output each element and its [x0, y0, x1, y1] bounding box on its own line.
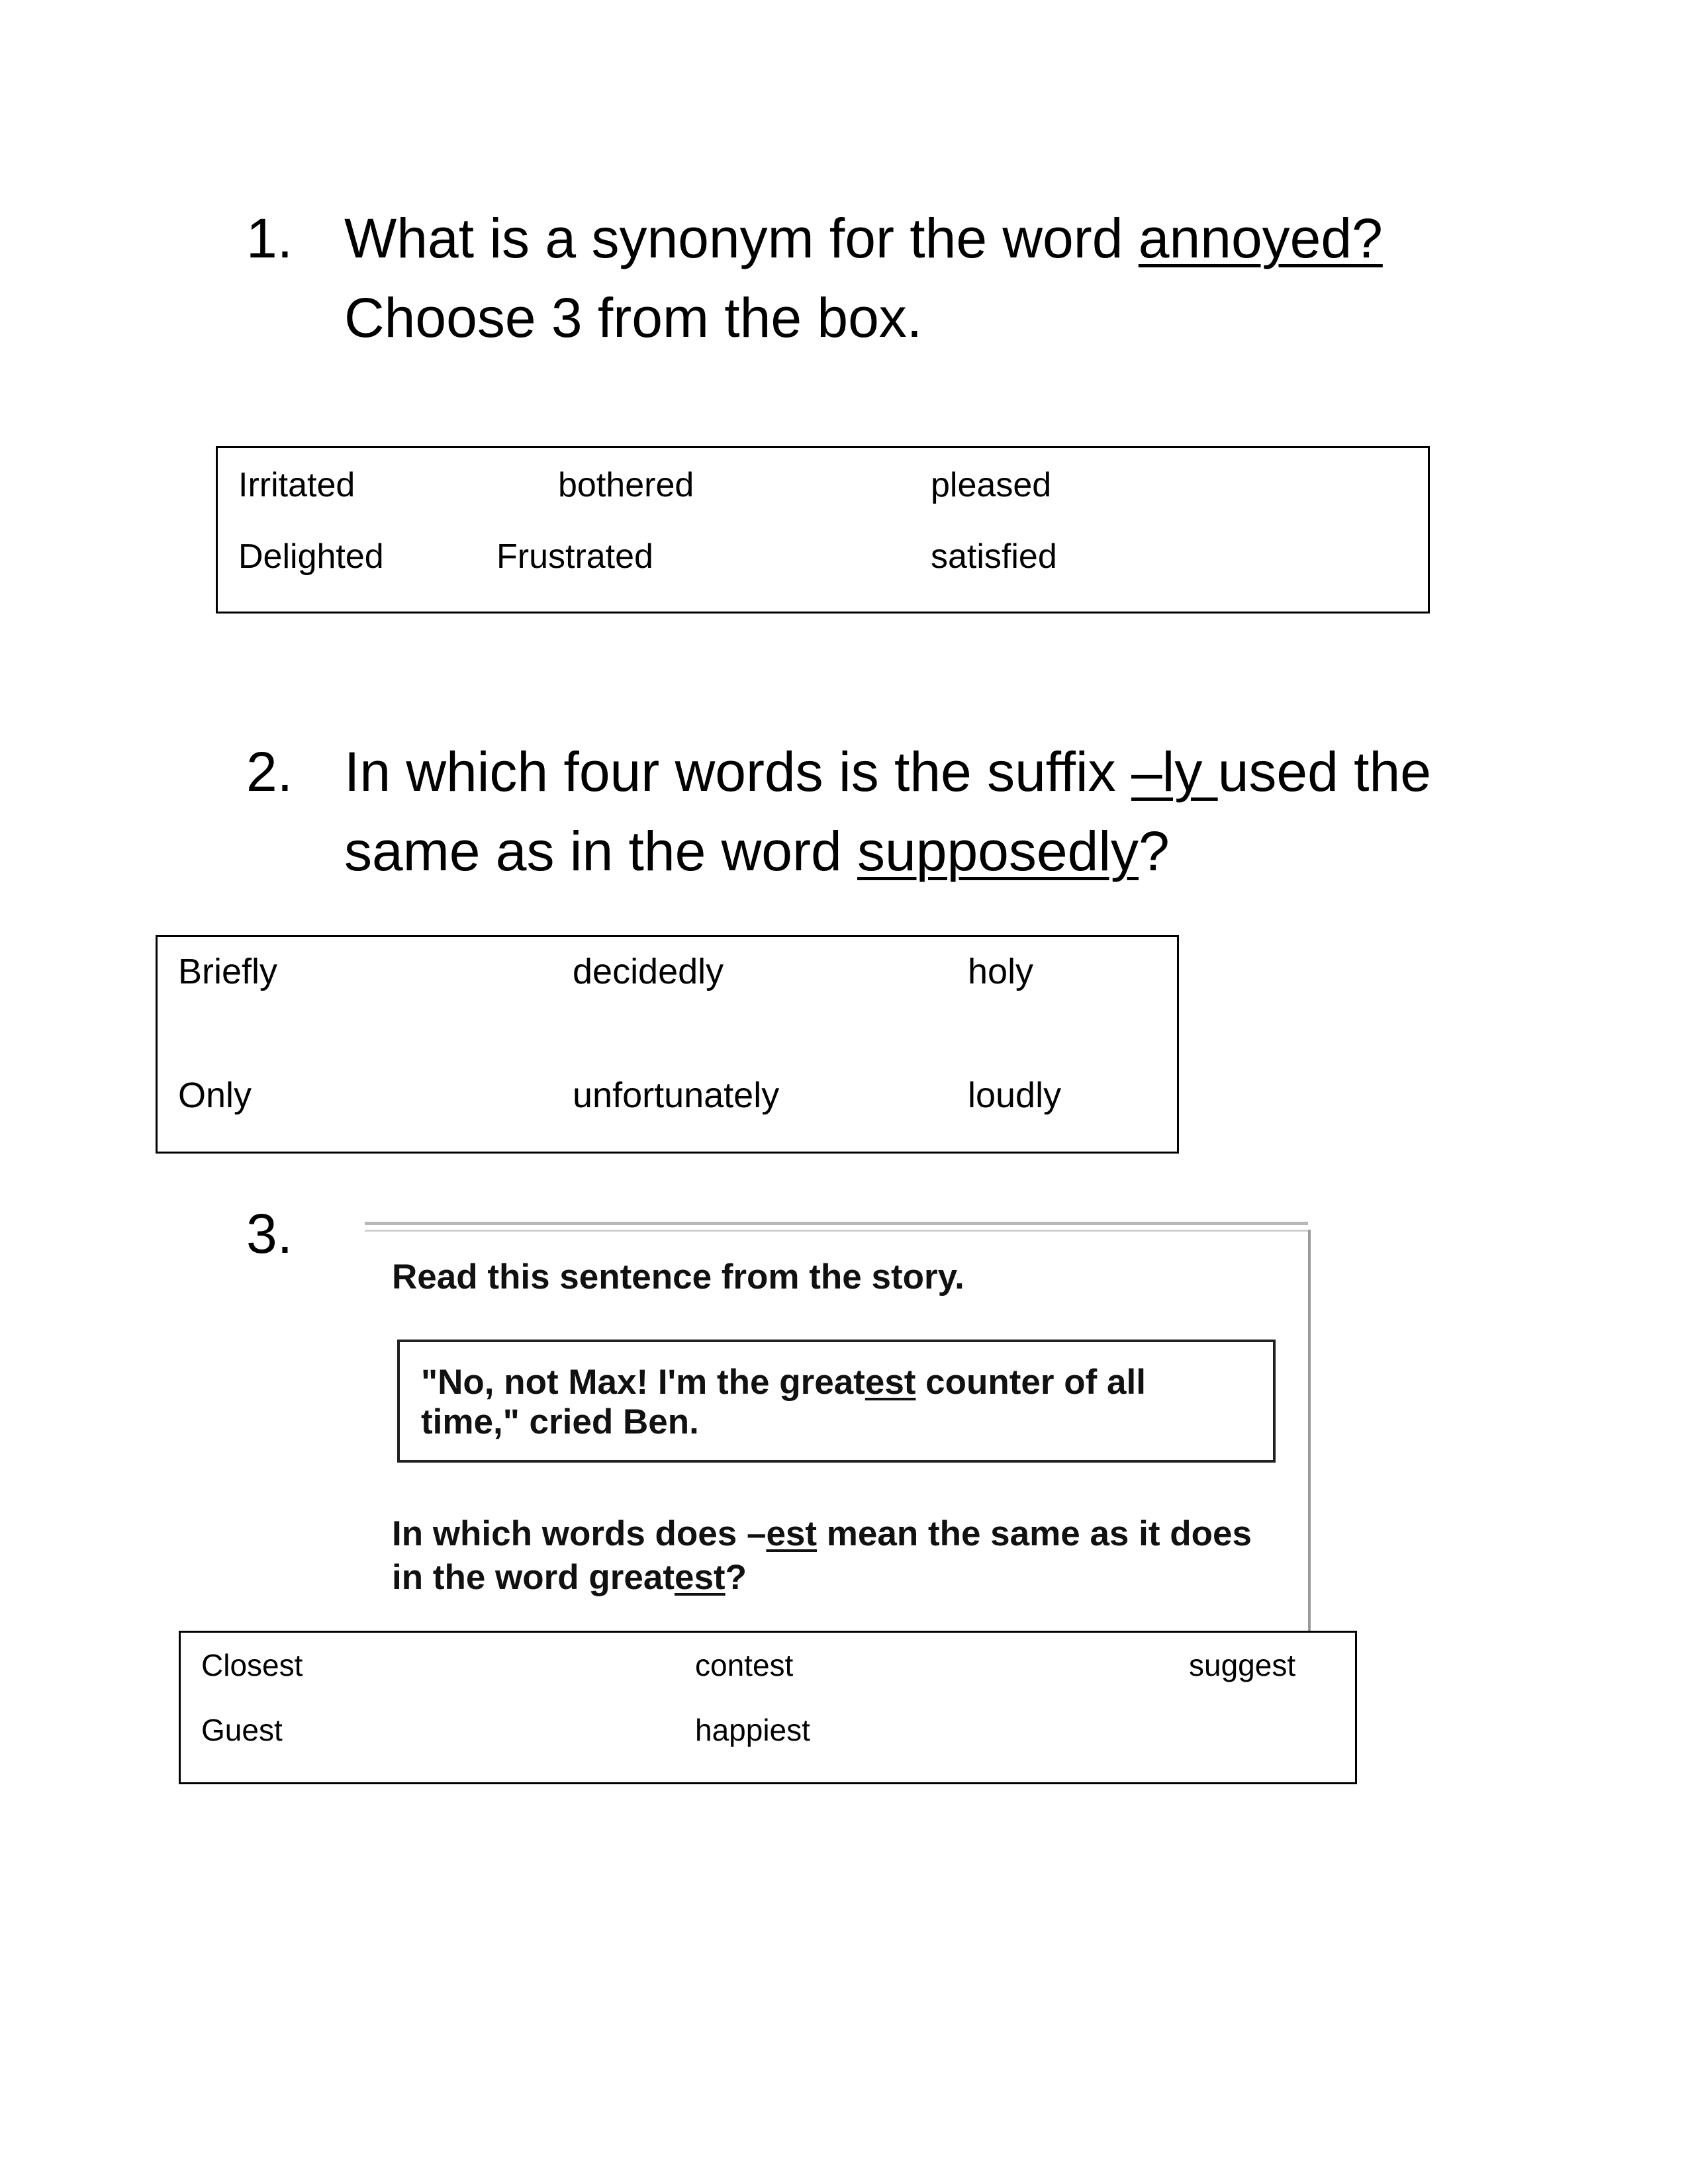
- word-option: satisfied: [931, 537, 1057, 576]
- question-2-line-2: [344, 820, 1170, 882]
- question-2-question-mark: ?: [1139, 820, 1170, 882]
- question-2-number: 2.: [246, 741, 293, 803]
- passage-top-rule-light: [365, 1230, 1308, 1232]
- question-2-text-2: same as in the word: [344, 820, 858, 882]
- passage-question-line-1: [392, 1512, 1252, 1556]
- question-3-number: 3.: [246, 1203, 293, 1265]
- word-option: Irritated: [238, 466, 355, 504]
- passage-top-rule: [365, 1222, 1308, 1225]
- passage-quote-box: [397, 1340, 1276, 1463]
- passage-question-suffix-2: est: [674, 1558, 726, 1597]
- question-2-text: In which four words is the suffix: [344, 741, 1131, 803]
- word-option: unfortunately: [573, 1075, 780, 1115]
- word-option: bothered: [558, 466, 694, 504]
- word-option: Guest: [201, 1713, 283, 1747]
- quote-line-1: [421, 1361, 1146, 1404]
- word-option: suggest: [1189, 1648, 1296, 1682]
- question-2-keyword: supposedly: [857, 820, 1139, 882]
- question-2-line-1: [344, 741, 1431, 803]
- word-option: contest: [695, 1648, 794, 1682]
- quote-text-end: counter of all: [915, 1363, 1146, 1402]
- passage-question-suffix: est: [766, 1514, 818, 1553]
- word-option: Delighted: [238, 537, 384, 576]
- quote-suffix: est: [865, 1363, 916, 1402]
- quote-line-2: time," cried Ben.: [421, 1402, 699, 1441]
- word-option: holy: [968, 952, 1034, 991]
- question-1-line-2: Choose 3 from the box.: [344, 287, 923, 349]
- word-option: happiest: [695, 1713, 810, 1747]
- question-1-line-1: [344, 207, 1383, 269]
- passage-instruction: Read this sentence from the story.: [392, 1257, 964, 1297]
- passage-right-border: [1308, 1230, 1311, 1632]
- word-option: pleased: [931, 466, 1052, 504]
- passage-question-mark: ?: [725, 1558, 747, 1597]
- word-option: loudly: [968, 1075, 1062, 1115]
- word-option: Frustrated: [496, 537, 653, 576]
- word-option: Only: [178, 1075, 252, 1115]
- question-1-number: 1.: [246, 207, 293, 269]
- word-option: decidedly: [573, 952, 724, 991]
- passage-question-text-end: mean the same as it does: [817, 1514, 1252, 1553]
- question-2-word-box: [156, 935, 1179, 1154]
- quote-text: "No, not Max! I'm the great: [421, 1363, 865, 1402]
- question-2-text-end: used the: [1217, 741, 1431, 803]
- question-1-keyword: annoyed?: [1138, 207, 1383, 269]
- passage-question-text: In which words does –: [392, 1514, 767, 1553]
- word-option: Briefly: [178, 952, 278, 991]
- question-1-text: What is a synonym for the word: [344, 207, 1139, 269]
- question-2-suffix: –ly: [1131, 741, 1218, 803]
- passage-question-line-2: [392, 1556, 747, 1600]
- question-3-word-box: [179, 1631, 1357, 1784]
- question-1-word-box: [216, 446, 1430, 614]
- word-option: Closest: [201, 1648, 303, 1682]
- passage-question-text-2: in the word great: [392, 1558, 675, 1597]
